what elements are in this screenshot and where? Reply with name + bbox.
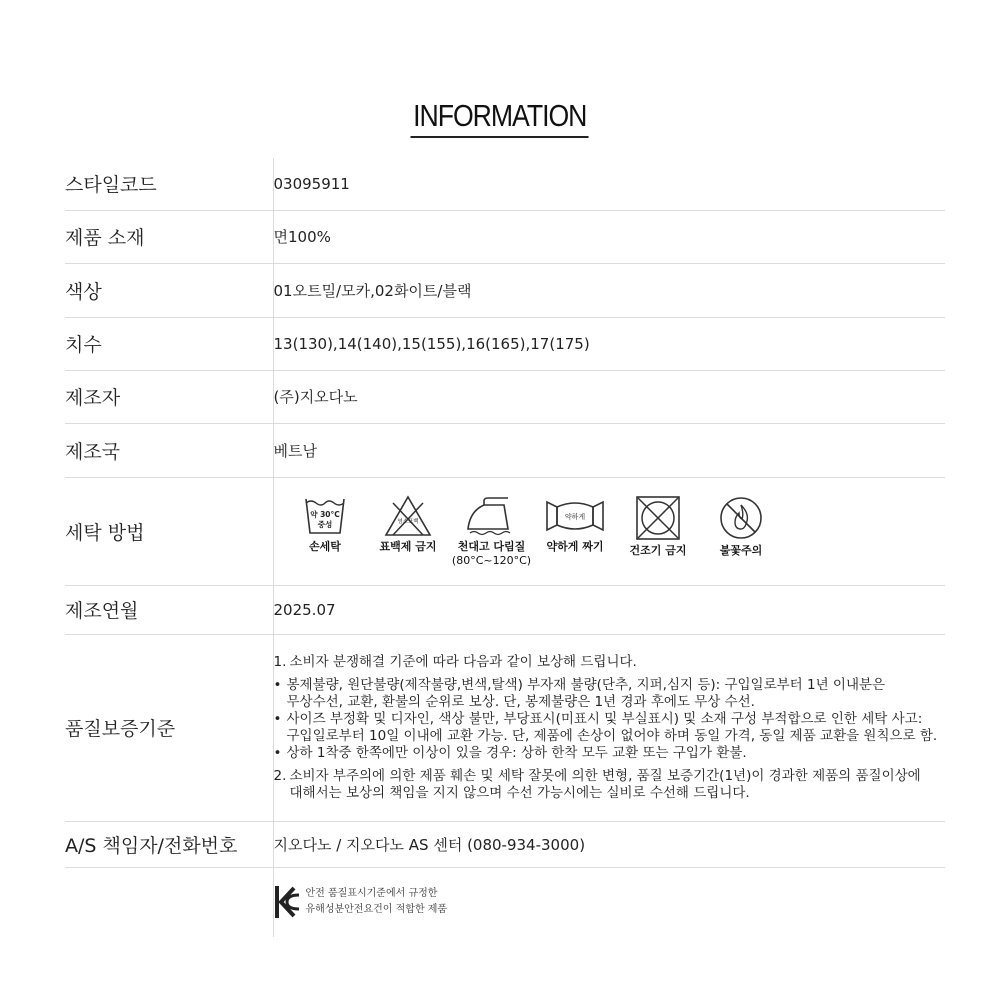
kc-label-cell xyxy=(65,867,273,937)
row-size xyxy=(65,317,945,370)
row-as xyxy=(65,821,945,867)
quality-item-2-line-2: 대해서는 보상의 책임을 지지 않으며 수선 가능시에는 실비로 수선해 드립니다. xyxy=(289,784,750,801)
material-value: 면100% xyxy=(273,210,945,263)
quality-bullet-1 xyxy=(274,677,946,711)
wring-label: 약하게 짜기 xyxy=(546,539,604,553)
no-bleach-icon xyxy=(384,495,432,537)
care-no-bleach xyxy=(367,495,450,554)
size-label: 치수 xyxy=(65,317,273,370)
style-code-value: 03095911 xyxy=(273,158,945,210)
quality-text xyxy=(274,654,946,802)
care-no-dryer xyxy=(617,495,700,558)
iron-temp-range: (80°C~120°C) xyxy=(451,553,532,567)
maker-label: 제조자 xyxy=(65,370,273,423)
no-bleach-label: 표백제 금지 xyxy=(379,539,437,553)
bullet-3-dot: • xyxy=(273,744,282,761)
date-value: 2025.07 xyxy=(273,585,945,634)
kc-value xyxy=(273,867,945,937)
no-dryer-label: 건조기 금지 xyxy=(629,543,687,557)
iron-label: 천대고 다림질 xyxy=(457,539,526,553)
no-fire-icon xyxy=(718,495,764,541)
bullet-1-line-1: 봉제불량, 원단불량(제작불량,변색,탈색) 부자재 불량(단추, 지퍼,심지 등): 구입일로부터 1년 이내분은 xyxy=(286,676,886,693)
hand-wash-temp: 약 30°C xyxy=(310,509,340,519)
no-dryer-icon xyxy=(635,495,681,541)
quality-item-1 xyxy=(274,654,946,671)
page-title-wrap xyxy=(0,97,1000,138)
page-title: INFORMATION xyxy=(411,97,589,138)
bullet-2-line-1: 사이즈 부정확 및 디자인, 색상 불만, 부당표시(미표시 및 부실표시) 및 소재 구성 부적합으로 인한 세탁 사고: xyxy=(286,710,923,727)
hand-wash-label: 손세탁 xyxy=(309,539,341,553)
row-country xyxy=(65,423,945,477)
bullet-1-dot: • xyxy=(273,676,282,693)
care-iron xyxy=(450,495,534,568)
row-date xyxy=(65,585,945,634)
row-maker xyxy=(65,370,945,423)
row-kc xyxy=(65,867,945,937)
kc-line-2: 유해성분안전요건이 적합한 제품 xyxy=(305,904,448,916)
wash-value xyxy=(273,477,945,585)
bullet-3-text: 상하 1착중 한쪽에만 이상이 있을 경우: 상하 한착 모두 교환 또는 구입가 환불. xyxy=(286,744,747,761)
fire-caution-label: 불꽃주의 xyxy=(719,543,763,557)
row-material xyxy=(65,210,945,263)
quality-item-2-line-1: 소비자 부주의에 의한 제품 훼손 및 세탁 잘못에 의한 변형, 품질 보증기간(1년)이 경과한 제품의 품질이상에 xyxy=(289,767,921,784)
quality-num-1: 1. xyxy=(273,653,287,670)
as-label: A/S 책임자/전화번호 xyxy=(65,821,273,867)
row-color xyxy=(65,263,945,317)
kc-mark-icon xyxy=(274,884,300,920)
quality-bullet-3 xyxy=(274,745,946,762)
country-value: 베트남 xyxy=(273,423,945,477)
country-label: 제조국 xyxy=(65,423,273,477)
size-value: 13(130),14(140),15(155),16(165),17(175) xyxy=(273,317,945,370)
kc-text xyxy=(306,886,448,918)
hand-wash-icon xyxy=(303,495,347,537)
iron-icon xyxy=(464,495,520,537)
care-symbols xyxy=(284,495,946,568)
info-table xyxy=(65,158,945,937)
row-style-code xyxy=(65,158,945,210)
care-hand-wash xyxy=(284,495,367,554)
row-quality xyxy=(65,634,945,821)
color-value: 01오트밀/모카,02화이트/블랙 xyxy=(273,263,945,317)
material-label: 제품 소재 xyxy=(65,210,273,263)
row-wash xyxy=(65,477,945,585)
quality-value xyxy=(273,634,945,821)
quality-item-2 xyxy=(274,768,946,802)
no-bleach-text: 염소표백 xyxy=(397,518,419,525)
bullet-2-line-2: 구입일로부터 10일 이내에 교환 가능. 단, 제품에 손상이 없어야 하며 동일 가격, 동일 제품 교환을 원칙으로 함. xyxy=(286,727,938,744)
quality-bullet-2 xyxy=(274,711,946,745)
care-fire-caution xyxy=(700,495,783,558)
color-label: 색상 xyxy=(65,263,273,317)
hand-wash-detergent: 중성 xyxy=(317,519,333,529)
quality-num-2: 2. xyxy=(273,767,287,784)
kc-certification xyxy=(274,884,946,920)
date-label: 제조연월 xyxy=(65,585,273,634)
kc-mark-text: KC xyxy=(273,884,275,886)
bullet-1-line-2: 무상수선, 교환, 환불의 순위로 보상. 단, 봉제불량은 1년 경과 후에도 무상 수선. xyxy=(286,693,755,710)
wring-icon xyxy=(545,495,605,537)
kc-line-1: 안전 품질표시기준에서 규정한 xyxy=(305,888,438,900)
quality-label: 품질보증기준 xyxy=(65,634,273,821)
wring-text: 약하게 xyxy=(564,512,586,521)
bullet-2-dot: • xyxy=(273,710,282,727)
maker-value: (주)지오다노 xyxy=(273,370,945,423)
as-value: 지오다노 / 지오다노 AS 센터 (080-934-3000) xyxy=(273,821,945,867)
quality-item-1-text: 소비자 분쟁해결 기준에 따라 다음과 같이 보상해 드립니다. xyxy=(289,653,637,670)
care-wring xyxy=(534,495,617,554)
wash-label: 세탁 방법 xyxy=(65,477,273,585)
style-code-label: 스타일코드 xyxy=(65,158,273,210)
